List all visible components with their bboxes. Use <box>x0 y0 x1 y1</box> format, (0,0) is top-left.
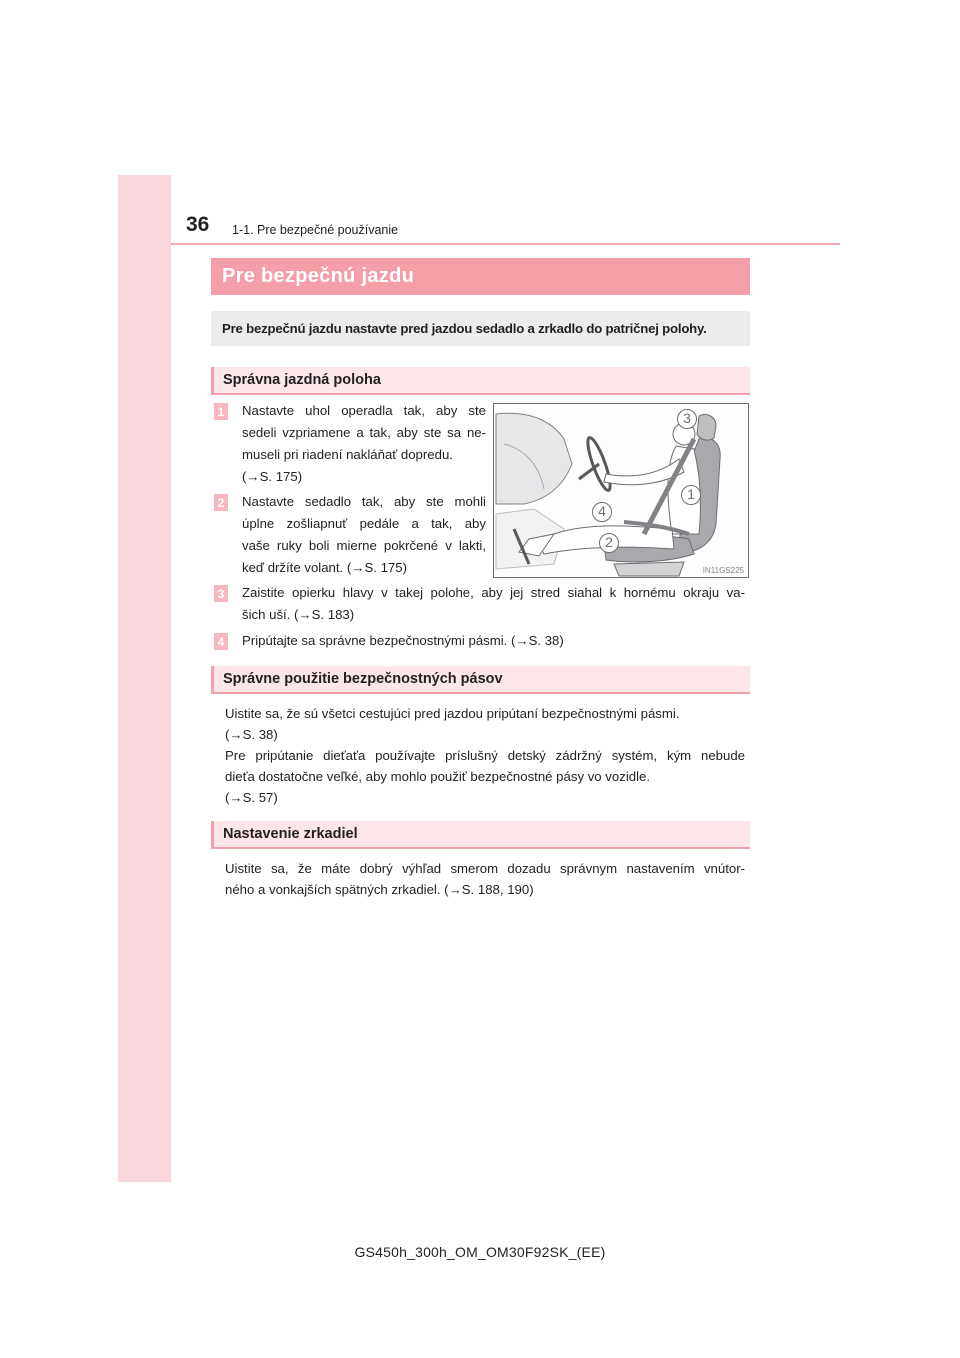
callout-1: 1 <box>680 484 702 511</box>
item-3-line-2: šich uší. (→S. 183) <box>242 607 355 622</box>
figure-code: IN11GS225 <box>702 566 744 575</box>
callout-3: 3 <box>676 408 698 435</box>
header-rule <box>171 243 840 245</box>
belts-line-3: Pre pripútanie dieťaťa používajte príslušný detský zádržný systém, kým nebude <box>225 748 745 763</box>
item-2-line-2: úplne zošliapnuť pedále a tak, aby <box>242 516 486 531</box>
item-number-4: 4 <box>214 633 228 650</box>
item-1-line-4: (→S. 175) <box>242 469 303 484</box>
callout-2: 2 <box>598 532 620 559</box>
belts-line-5: (→S. 57) <box>225 790 278 805</box>
driving-position-figure <box>493 403 749 578</box>
driving-position-illustration <box>494 404 749 578</box>
item-number-3: 3 <box>214 585 228 602</box>
side-strip <box>118 175 171 1182</box>
item-2-line-1: Nastavte sedadlo tak, aby ste mohli <box>242 494 486 509</box>
item-1-line-1: Nastavte uhol operadla tak, aby ste <box>242 403 486 418</box>
item-2-line-4: keď držíte volant. (→S. 175) <box>242 560 407 575</box>
posture-item-4 <box>242 630 745 652</box>
belts-line-1: Uistite sa, že sú všetci cestujúci pred jazdou pripútaní bezpečnostnými pásmi. <box>225 706 680 721</box>
page-number: 36 <box>186 213 210 236</box>
mirrors-line-2: ného a vonkajších spätných zrkadiel. (→S. 188, 190) <box>225 882 534 897</box>
footer-code: GS450h_300h_OM_OM30F92SK_(EE) <box>354 1244 606 1260</box>
item-2-line-3: vaše ruky boli mierne pokrčené v lakti, <box>242 538 486 553</box>
intro-box: Pre bezpečnú jazdu nastavte pred jazdou sedadlo a zrkadlo do patričnej polohy. <box>211 311 750 346</box>
item-4-line-1: Pripútajte sa správne bezpečnostnými pásmi. (→S. 38) <box>242 633 564 648</box>
item-1-line-2: sedeli vzpriamene a tak, aby ste sa ne- <box>242 425 486 440</box>
belts-heading: Správne použitie bezpečnostných pásov <box>211 666 750 694</box>
item-3-line-1: Zaistite opierku hlavy v takej polohe, aby jej stred siahal k hornému okraju va- <box>242 585 745 600</box>
page-title-bar <box>211 258 750 295</box>
belts-line-2: (→S. 38) <box>225 727 278 742</box>
mirrors-text <box>225 858 745 900</box>
posture-item-1 <box>242 400 486 488</box>
section-label: 1-1. Pre bezpečné používanie <box>232 223 399 237</box>
belts-line-4: dieťa dostatočne veľké, aby mohlo použiť bezpečnostné pásy vo vozidle. <box>225 769 651 784</box>
page-title: Pre bezpečnú jazdu <box>222 265 415 287</box>
belts-text <box>225 703 745 808</box>
posture-item-3 <box>242 582 745 626</box>
posture-heading: Správna jazdná poloha <box>211 367 750 395</box>
mirrors-line-1: Uistite sa, že máte dobrý výhľad smerom dozadu správnym nastavením vnútor- <box>225 861 745 876</box>
callout-4: 4 <box>591 501 613 528</box>
item-1-line-3: museli pri riadení nakláňať dopredu. <box>242 447 453 462</box>
posture-item-2 <box>242 491 486 579</box>
item-number-2: 2 <box>214 494 228 511</box>
item-number-1: 1 <box>214 403 228 420</box>
mirrors-heading: Nastavenie zrkadiel <box>211 821 750 849</box>
